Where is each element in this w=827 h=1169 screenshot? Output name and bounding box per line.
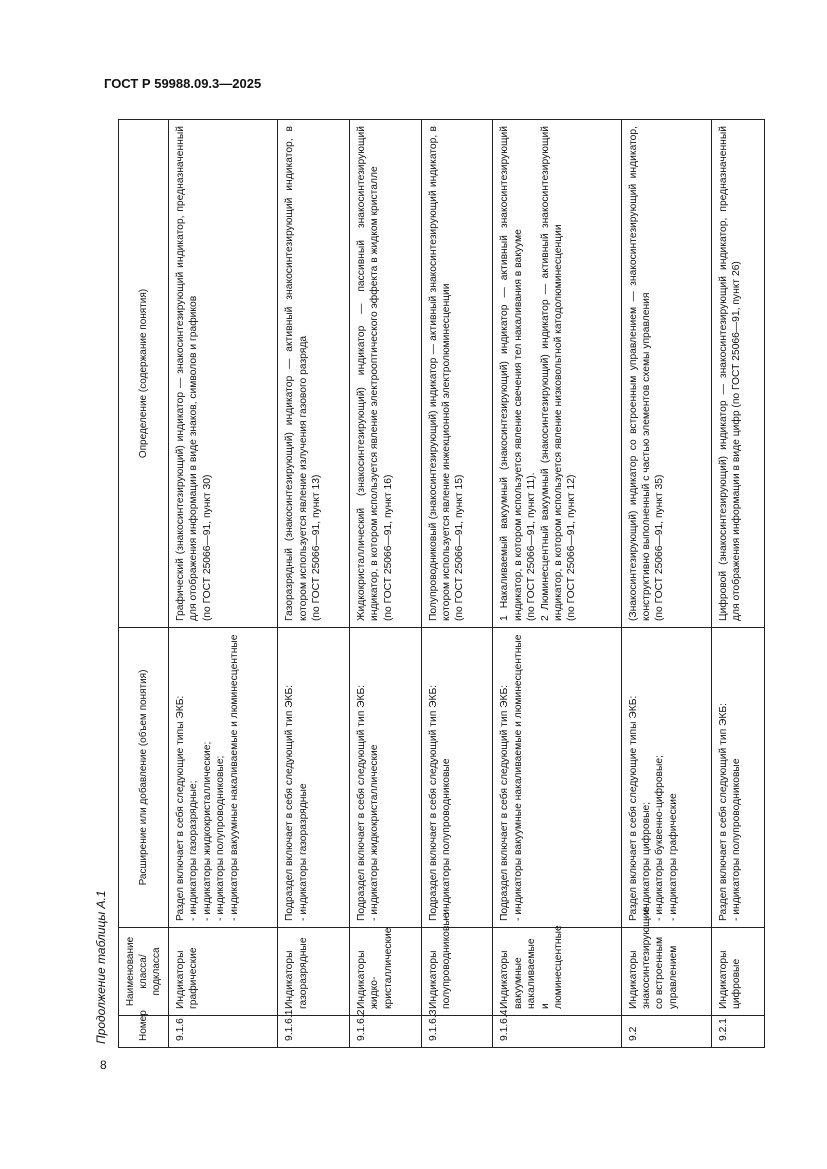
header-class-name: Наименование класса/подкласса: [119, 928, 169, 1016]
table-row: [621, 120, 712, 1048]
header-definition: Определение (содержание понятия): [119, 120, 169, 628]
row-extension: Подраздел включает в себя следующий тип ЭКБ: - индикаторы полупроводниковые: [421, 628, 493, 928]
row-definition: 1 Накаливаемый вакуумный (знакосинтезирующий) индикатор — активный знакосинтезирующий индикатор, в котором используется явление свечения тел накаливания в вакууме (по ГОСТ 25066—91, пункт 11). 2 Люминесцентный вакуумный (знакосинтезирующий) индикатор — активный знакосинтезирующий индикатор, в котором используется явление низковольтной катодолюминесценции (по ГОСТ 25066—91, пункт 12): [493, 120, 621, 628]
table-caption: Продолжение таблицы А.1: [94, 890, 108, 1044]
row-number: 9.1.6.1: [278, 1016, 350, 1048]
table-row: [350, 120, 422, 1048]
rotated-table-holder: [118, 119, 765, 1048]
table-row: [712, 120, 765, 1048]
table-header-row: [119, 120, 169, 1048]
row-number: 9.1.6.3: [421, 1016, 493, 1048]
row-definition: Жидкокристаллический (знакосинтезирующий) индикатор — пассивный знакосинтезирующий индикатор, в котором используется явление электрооптического эффекта в жидком кристалле (по ГОСТ 25066—91, пункт 16): [350, 120, 422, 628]
row-number: 9.2: [621, 1016, 712, 1048]
row-extension: Раздел включает в себя следующий тип ЭКБ: - индикаторы полупроводниковые: [712, 628, 765, 928]
table-row: [493, 120, 621, 1048]
table-row: [421, 120, 493, 1048]
table-row: [278, 120, 350, 1048]
row-class-name: Индикаторы газоразрядные: [278, 928, 350, 1016]
classification-table: [118, 119, 765, 1048]
row-class-name: Индикаторы графические: [169, 928, 278, 1016]
row-definition: Полупроводниковый (знакосинтезирующий) индикатор — активный знакосинтезирующий индикатор, в котором используется явление инжекционной электролюминесценции (по ГОСТ 25066—91, пункт 15): [421, 120, 493, 628]
row-class-name: Индикаторы жидко- кристаллические: [350, 928, 422, 1016]
row-class-name: Индикаторы вакуумные накаливаемые и люминесцентные: [493, 928, 621, 1016]
header-number: Номер: [119, 1016, 169, 1048]
row-extension: Подраздел включает в себя следующий тип ЭКБ: - индикаторы жидкокристаллические: [350, 628, 422, 928]
row-number: 9.1.6.4: [493, 1016, 621, 1048]
row-extension: Раздел включает в себя следующие типы ЭКБ: - индикаторы газоразрядные; - индикаторы жидкокристаллические; - индикаторы полупроводниковые; - индикаторы вакуумные накаливаемые и люминесцентные: [169, 628, 278, 928]
page-number: 8: [100, 1058, 107, 1072]
row-extension: Подраздел включает в себя следующий тип ЭКБ: - индикаторы газоразрядные: [278, 628, 350, 928]
row-definition: Графический (знакосинтезирующий) индикатор — знакосинтезирующий индикатор, предназначенный для отображения информации в виде знаков, символов и графиков (по ГОСТ 25066—91, пункт 30): [169, 120, 278, 628]
table-row: [169, 120, 278, 1048]
row-class-name: Индикаторы знакосинтезирующие со встроенным управлением: [621, 928, 712, 1016]
row-number: 9.2.1: [712, 1016, 765, 1048]
table-caption-holder: [92, 884, 110, 1044]
row-definition: (Знакосинтезирующий) индикатор со встроенным управлением — знакосинтезирующий индикатор, конструктивно выполненный с частью элементов схемы управления (по ГОСТ 25066—91, пункт 35): [621, 120, 712, 628]
row-definition: Цифровой (знакосинтезирующий) индикатор — знакосинтезирующий индикатор, предназначенный для отображения информации в виде цифр (по ГОСТ 25066—91, пункт 26): [712, 120, 765, 628]
row-number: 9.1.6: [169, 1016, 278, 1048]
row-extension: Подраздел включает в себя следующий тип ЭКБ: - индикаторы вакуумные накаливаемые и люминесцентные: [493, 628, 621, 928]
row-definition: Газоразрядный (знакосинтезирующий) индикатор — активный знакосинтезирующий индикатор, в котором используется явление излучения газового разряда (по ГОСТ 25066—91, пункт 13): [278, 120, 350, 628]
row-extension: Раздел включает в себя следующие типы ЭКБ: - индикаторы цифровые; - индикаторы буквенно-цифровые; - индикаторы графические: [621, 628, 712, 928]
row-number: 9.1.6.2: [350, 1016, 422, 1048]
row-class-name: Индикаторы полупроводниковые: [421, 928, 493, 1016]
row-class-name: Индикаторы цифровые: [712, 928, 765, 1016]
header-extension: Расширение или добавление (объем понятия): [119, 628, 169, 928]
document-header: ГОСТ Р 59988.09.3—2025: [104, 76, 262, 91]
